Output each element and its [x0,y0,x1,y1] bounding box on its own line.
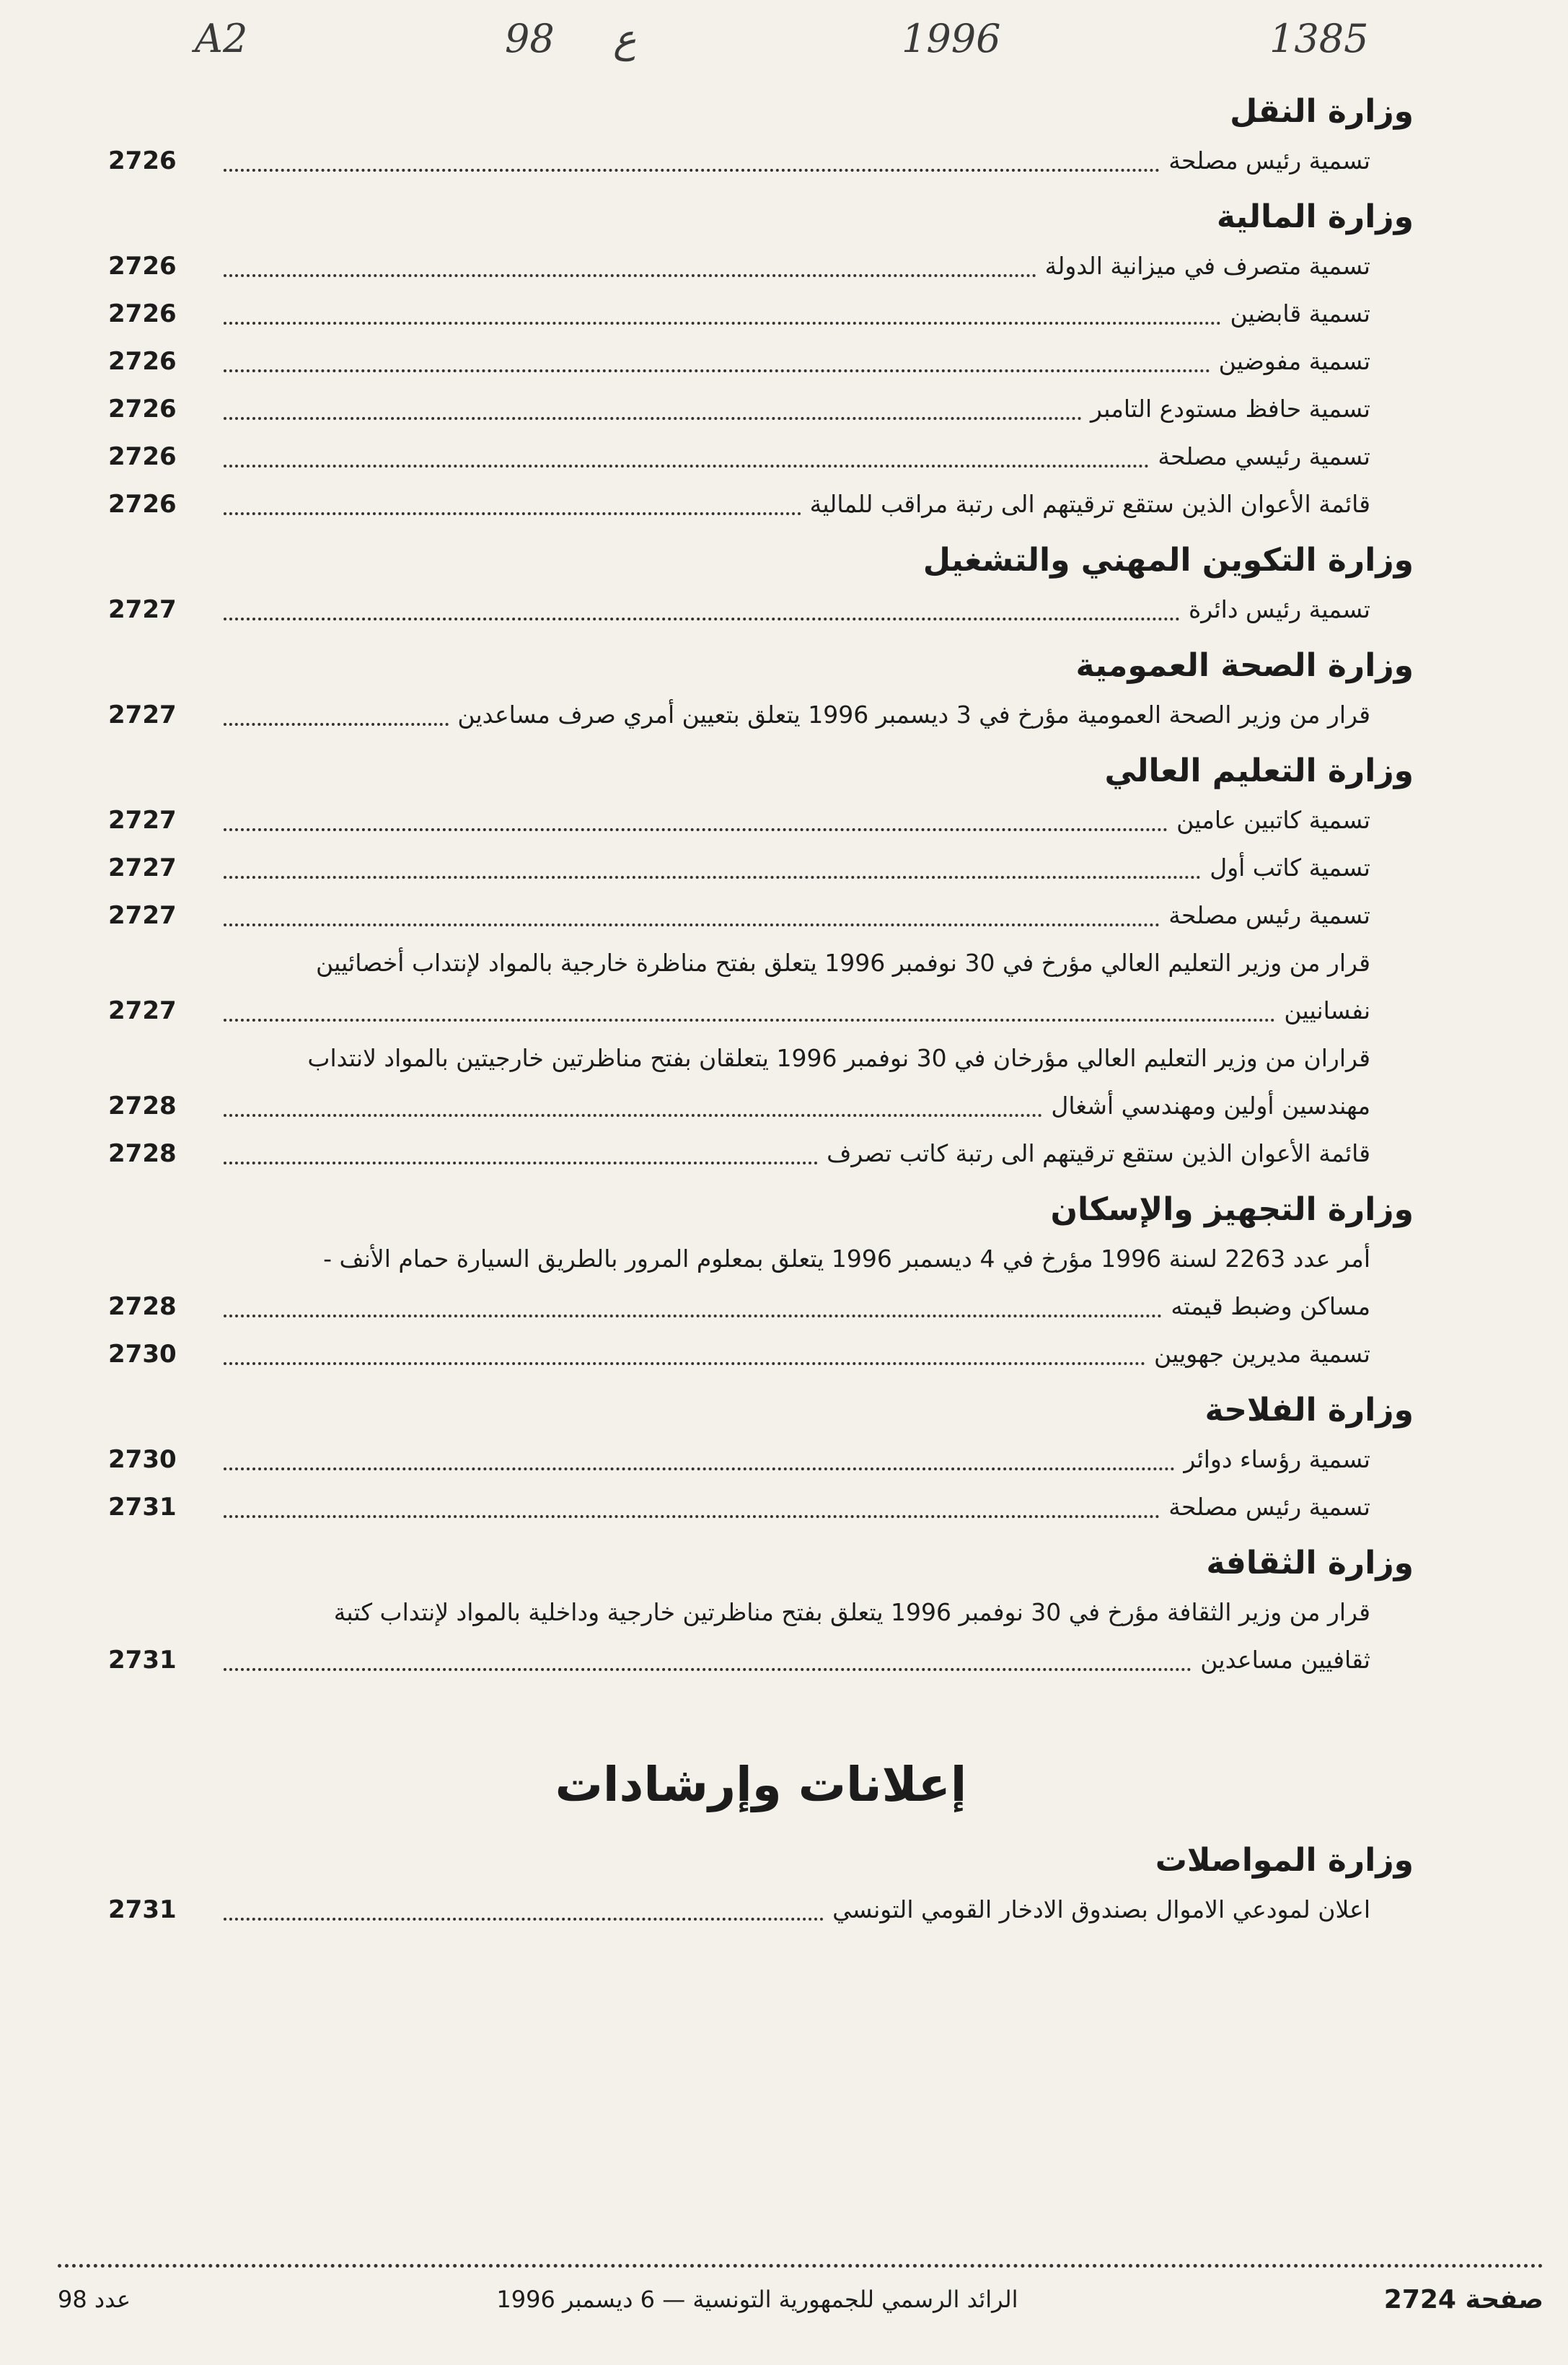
toc-entry [108,586,1414,633]
toc-entry-text: تسمية مفوضين [1218,347,1370,375]
toc-entry [108,481,1414,528]
toc-entry [108,338,1414,385]
dot-leader [224,875,1201,879]
toc-entry-text: تسمية رئيس مصلحة [1168,146,1370,175]
table-of-contents [108,87,1414,1941]
toc-entry-text: تسمية رئيس مصلحة [1168,901,1370,929]
toc-entry-body [108,1035,1414,1130]
dot-leader [224,416,1082,420]
toc-entry-text: تسمية رؤساء دوائر [1184,1445,1370,1473]
toc-entry-text: تسمية قابضين [1230,299,1370,328]
dot-leader [224,1018,1275,1022]
dot-leader [224,1917,824,1921]
dot-leader [224,722,449,726]
ministry-section [108,1385,1414,1531]
footer-divider [58,2264,1543,2268]
announcements-heading: إعلانات وإرشادات [555,1757,967,1812]
ministry-section [108,192,1414,528]
toc-entry [108,1235,1414,1330]
toc-entry-text: تسمية مديرين جهويين [1154,1340,1370,1368]
ministry-title: وزارة الفلاحة [1204,1392,1414,1429]
toc-entry-text: نفسانيين [1284,996,1370,1024]
toc-entry-text: ثقافيين مساعدين [1200,1646,1370,1674]
ministry-title: وزارة التعليم العالي [1104,752,1414,789]
toc-page-number: 2726 [108,146,177,175]
toc-page-number: 2731 [108,1895,177,1924]
toc-page-number: 2730 [108,1340,177,1369]
toc-entry [108,433,1414,481]
toc-entry-text: تسمية رئيسي مصلحة [1158,442,1370,470]
toc-page-number: 2726 [108,252,177,281]
ministry-title: وزارة التكوين المهني والتشغيل [922,542,1414,579]
toc-entry-text: مهندسين أولين ومهندسي أشغال [1051,1092,1370,1120]
handwritten-note: A2 [195,16,248,61]
toc-entry [108,844,1414,892]
toc-page-number: 2727 [108,701,177,729]
toc-page-number: 2726 [108,442,177,471]
toc-page-number: 2731 [108,1646,177,1675]
dot-leader [224,464,1149,468]
ministry-section [108,87,1414,185]
toc-page-number: 2730 [108,1445,177,1474]
toc-page-number: 2728 [108,1092,177,1120]
toc-entry-text: أمر عدد 2263 لسنة 1996 مؤرخ في 4 ديسمبر 1996 يتعلق بمعلوم المرور بالطريق السيارة حمام الأنف - [323,1245,1370,1273]
toc-entry [108,1130,1414,1177]
toc-entry-text: قرار من وزير التعليم العالي مؤرخ في 30 نوفمبر 1996 يتعلق بفتح مناظرة خارجية بالمواد لإنتداب أخصائيين [316,949,1370,977]
dot-leader [224,828,1168,831]
toc-page-number: 2727 [108,996,177,1025]
ministry-title: وزارة النقل [1230,93,1414,130]
toc-page-number: 2726 [108,299,177,328]
dot-leader [224,273,1036,277]
toc-entry-text: قائمة الأعوان الذين ستقع ترقيتهم الى رتبة كاتب تصرف [827,1139,1370,1167]
toc-entry-text: قرار من وزير الثقافة مؤرخ في 30 نوفمبر 1996 يتعلق بفتح مناظرتين خارجية وداخلية بالمواد لإنتداب كتبة [333,1598,1370,1626]
toc-entry-text: قراران من وزير التعليم العالي مؤرخان في 30 نوفمبر 1996 يتعلقان بفتح مناظرتين خارجيتين بالمواد لانتداب [307,1044,1370,1072]
dot-leader [224,1113,1042,1117]
toc-page-number: 2728 [108,1292,177,1321]
toc-page-number: 2727 [108,901,177,930]
toc-entry-body [108,939,1414,1035]
footer-issue: عدد 98 [58,2286,131,2313]
dot-leader [224,321,1221,325]
handwritten-note: 1996 [902,16,1001,61]
dot-leader [224,512,801,515]
ministry-section [108,1538,1414,1684]
toc-entry-body [108,1235,1414,1330]
toc-entry-text: تسمية كاتبين عامين [1176,806,1370,834]
toc-entry-text: تسمية رئيس دائرة [1188,595,1370,623]
ministry-section [108,641,1414,739]
dot-leader [224,1314,1162,1317]
toc-entry-text: مساكن وضبط قيمته [1171,1292,1370,1320]
toc-entry-text: تسمية رئيس مصلحة [1168,1493,1370,1521]
toc-page-number: 2727 [108,806,177,835]
toc-page-number: 2726 [108,347,177,376]
toc-entry [108,242,1414,290]
handwritten-note: ع [613,16,637,61]
ministry-section [108,1835,1414,1934]
toc-entry [108,290,1414,338]
toc-entry [108,1436,1414,1483]
ministry-section [108,746,1414,1177]
toc-entry-text: تسمية كاتب أول [1210,854,1370,882]
toc-entry [108,385,1414,433]
toc-entry-line [108,1636,1414,1684]
handwritten-note: 98 [505,16,555,61]
toc-entry-text: اعلان لمودعي الاموال بصندوق الادخار القومي التونسي [832,1895,1370,1923]
toc-page-number: 2726 [108,395,177,424]
handwritten-note: 1385 [1269,16,1369,61]
dot-leader [224,1361,1145,1365]
footer-publication: الرائد الرسمي للجمهورية التونسية — 6 ديسمبر 1996 [496,2286,1018,2313]
ministry-title: وزارة الصحة العمومية [1075,647,1414,684]
toc-page-number: 2728 [108,1139,177,1168]
toc-entry [108,137,1414,185]
toc-entry [108,797,1414,844]
ministry-title: وزارة الثقافة [1206,1545,1414,1581]
dot-leader [224,1667,1192,1671]
dot-leader [224,923,1160,926]
toc-entry-body [108,1589,1414,1684]
toc-entry-line [108,1082,1414,1130]
ministry-section [108,535,1414,633]
footer-page-number: صفحة 2724 [1383,2284,1543,2314]
toc-entry [108,939,1414,1035]
dot-leader [224,369,1210,372]
ministry-title: وزارة المواصلات [1155,1842,1414,1879]
toc-entry-text: تسمية حافظ مستودع التامبر [1091,395,1370,423]
toc-page-number: 2727 [108,854,177,882]
toc-page-number: 2731 [108,1493,177,1522]
dot-leader [224,617,1180,620]
toc-page-number: 2727 [108,595,177,624]
dot-leader [224,1161,818,1164]
dot-leader [224,1467,1175,1470]
ministry-title: وزارة المالية [1216,198,1414,235]
ministry-section [108,1185,1414,1378]
toc-entry [108,1886,1414,1934]
ministry-title: وزارة التجهيز والإسكان [1050,1191,1414,1228]
handwritten-annotations [0,0,1568,65]
toc-entry-line [108,987,1414,1035]
toc-entry-text: قرار من وزير الصحة العمومية مؤرخ في 3 ديسمبر 1996 يتعلق بتعيين أمري صرف مساعدين [457,701,1370,729]
toc-entry-line [108,1283,1414,1330]
toc-entry [108,892,1414,939]
toc-entry [108,1035,1414,1130]
page-footer [58,2274,1543,2325]
dot-leader [224,168,1160,172]
toc-entry [108,691,1414,739]
toc-entry-text: قائمة الأعوان الذين ستقع ترقيتهم الى رتبة مراقب للمالية [809,490,1370,518]
toc-entry [108,1330,1414,1378]
toc-page-number: 2726 [108,490,177,519]
toc-entry-text: تسمية متصرف في ميزانية الدولة [1044,252,1370,280]
toc-entry [108,1483,1414,1531]
toc-entry [108,1589,1414,1684]
dot-leader [224,1514,1160,1518]
